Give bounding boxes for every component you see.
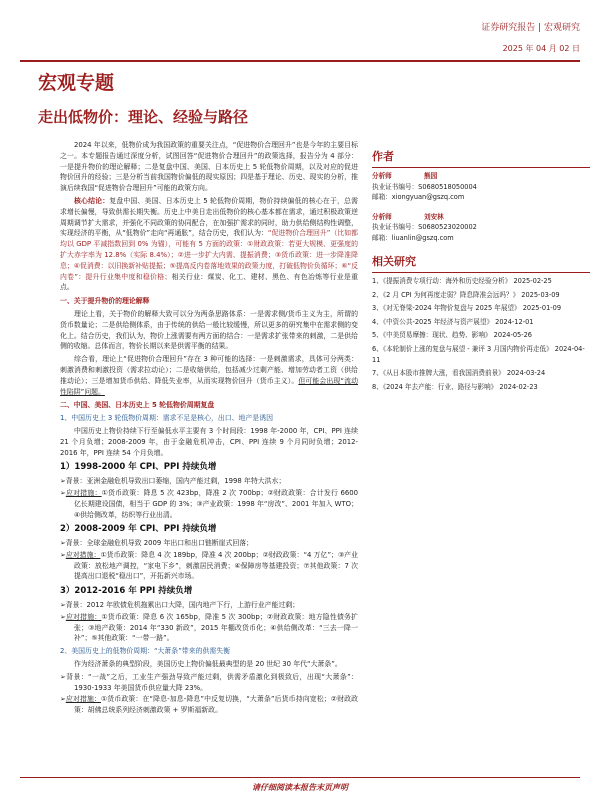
analyst-1-role: 分析师 (372, 172, 392, 180)
core-conclusion (60, 196, 358, 293)
report-title: 走出低物价：理论、经验与路径 (38, 108, 249, 126)
footer-divider (20, 777, 580, 778)
period-1-background: ➢背景：亚洲金融危机导致出口萎缩，国内产能过剩，1998 年特大洪水； (60, 477, 286, 486)
analyst-2-role: 分析师 (372, 212, 392, 221)
section-2-heading: 二、中国、美国、日本历史上 5 轮低物价周期复盘 (60, 401, 215, 410)
us-measures-text: ①货币政策：在“降息-加息-降息”中反复切换，“大萧条”后货币持向宽松；②财政政策：胡佛总统系列经济刺激政策 + 罗斯福新政。 (74, 695, 359, 715)
period-3-background: ➢背景：2012 年欧债危机拖累出口大降，国内地产下行，上游行业产能过剩； (60, 601, 300, 610)
analyst-1-email-label: 邮箱： (372, 193, 392, 201)
period-2-background-text: 背景：全球金融危机导致 2009 年出口和出口链断崖式回落； (65, 539, 254, 548)
analyst-1-email-line (372, 192, 590, 203)
period-1-background-text: 背景：亚洲金融危机导致出口萎缩，国内产能过剩，1998 年特大洪水； (65, 477, 286, 486)
us-measures-key: 应对措施： (65, 695, 101, 704)
related-research-list (372, 276, 590, 392)
us-measures: ➢应对措施：①货币政策：在“降息-加息-降息”中反复切换，“大萧条”后货币持向宽松；②财政政策：胡佛总统系列经济刺激政策 + 罗斯福新政。 (60, 695, 359, 715)
analyst-1-license-line (372, 182, 590, 193)
related-item-2[interactable]: 2、《2 月 CPI 为何再度走弱？降息降准会远吗？》 2025-03-09 (372, 290, 560, 299)
intro-paragraph: 2024 年以来，低物价成为我国政策的重要关注点，“促进物价合理回升”也是今年的主要目标之一。本专题报告通过深度分析，试图回答“促进物价合理回升”的政策选择，报告分为 4 部分：一是提升物价的理论解释；二是复盘中国、美国、日本历史上 5 轮低物价周期，以及对应的促进物价回升的经验；三是分析当前我国物价偏低的现实原因；四是基于理论、历史、现实的分析，推演后续我国“促进物价合理回升”可能的政策方向。 (60, 141, 358, 193)
period-3-measures-text: ①货币政策：降息 6 次 165bp，降准 5 次 300bp；②财政政策：地方隐性债务扩张；③地产政策：2014 年“330 新政”，2015 年棚改货币化；④供给侧改革：“三去一降一补”；⑤其他政策：“一带一路”。 (74, 612, 359, 643)
core-conclusion-text-b: 相关行业：煤炭、化工、建材、黑色、有色冶炼等行业是重点。 (60, 272, 359, 292)
us-background: ➢背景：“一战”之后，工业生产强劲导致产能过剩，供需矛盾激化到极致后，出现“大萧条”：1930-1933 年美国货币供应量大降 23%。 (60, 672, 358, 692)
period-2-measures: ➢应对措施：①货币政策：降息 4 次 189bp，降准 4 次 200bp；②财政政策：“4 万亿”；③产业政策：放松地产调控，“家电下乡”，刺激居民消费；④保障房等基建投资；⑦其他政策：7 次提高出口退税“稳出口”，开拓新兴市场。 (60, 550, 358, 581)
analyst-1-license: S0680518050004 (418, 182, 477, 191)
core-conclusion-lead: 核心结论： (74, 196, 110, 205)
footer-disclaimer: 请仔细阅读本报告末页声明 (252, 783, 348, 792)
section-1-paragraph-2 (60, 354, 358, 397)
analyst-1 (372, 171, 590, 203)
related-item-1[interactable]: 1、《提振消费专项行动：海外和历史经验分析》 2025-02-25 (372, 277, 552, 285)
related-item-6[interactable]: 6、《本轮制价上涨的复盘与展望 - 兼评 3 月国内物价再走低》 2024-04-11 (372, 344, 585, 364)
analyst-2-name-line (372, 212, 590, 223)
section-2-2-subheading: 2、美国历史上的低物价周期：“大萧条”带来的供需失衡 (60, 647, 231, 656)
period-1-measures: ➢应对措施：①货币政策：降息 5 次 423bp，降准 2 次 700bp；②财政政策：合计发行 6600 亿长期建设国债，相当于 GDP 的 3%；③产业政策：1998 年“房改”、2001 年加入 WTO；④供给侧改革，纺织等行业出清。 (60, 488, 358, 519)
section-2-2-paragraph: 作为经济萧条的典型阶段，美国历史上物价偏低最典型的是 20 世纪 30 年代“大萧条”。 (74, 660, 342, 669)
period-2-background: ➢背景：全球金融危机导致 2009 年出口和出口链断崖式回落； (60, 539, 254, 548)
related-item-8[interactable]: 8、《2024 年去产能：行业、路径与影响》 2024-02-23 (372, 382, 538, 391)
report-date: 2025 年 04 月 02 日 (502, 44, 580, 53)
related-research-heading: 相关研究 (372, 253, 590, 273)
analyst-2-email[interactable]: liuanlin@gszq.com (391, 233, 454, 242)
header-divider (20, 60, 580, 62)
analyst-2-license-label: 执业证书编号： (372, 223, 419, 231)
analyst-1-email[interactable]: xiongyuan@gszq.com (391, 193, 465, 201)
analyst-1-name: 熊园 (424, 172, 438, 180)
period-3-measures-key: 应对措施： (65, 612, 102, 621)
period-1-title: 1）1998-2000 年 CPI、PPI 持续负增 (60, 462, 217, 473)
authors-heading: 作者 (372, 148, 590, 168)
sidebar (372, 148, 590, 395)
analyst-2-license-line (372, 222, 590, 233)
analyst-1-name-line (372, 171, 590, 182)
section-2-1-paragraph: 中国历史上物价持续下行至偏低水平主要有 3 个时间段：1998 年-2000 年，CPI、PPI 连续 21 个月负增；2008-2009 年，由于金融危机冲击，CPI、PPI 连续 9 个月同时负增；2012-2016 年，PPI 连续 54 个月负增。 (60, 426, 358, 457)
period-3-background-text: 背景：2012 年欧债危机拖累出口大降，国内地产下行，上游行业产能过剩； (65, 601, 300, 610)
section-1-paragraph-1: 理论上看，关于物价的解释大致可以分为两条思路体系：一是需求侧/货币主义为主，所谓的货币数量论；二是供给侧体系，由于传统的供给一般比较缓慢，所以更多的研究集中在需求侧的变化上。结合历史，我们认为，物价上涨需要有两方面的结合：一是需求扩张带来的刺激，二是供给侧的收缩。总体而言，物价长期以来是供需平衡的结果。 (60, 309, 358, 351)
analyst-2-email-label: 邮箱： (372, 233, 392, 242)
period-1-measures-text: ①货币政策：降息 5 次 423bp，降准 2 次 700bp；②财政政策：合计发行 6600 亿长期建设国债，相当于 GDP 的 3%；③产业政策：1998 年“房改”、2001 年加入 WTO；④供给侧改革，纺织等行业出清。 (74, 488, 358, 519)
main-column (60, 140, 358, 717)
section-1-paragraph-2-text: 综合看，理论上“促进物价合理回升”存在 3 种可能的选择：一是刺激需求，具体可分两类：刺激消费和刺激投资（需求拉动论）；二是收缩供给，包括减少过剩产能、增加劳动者工资（供给推动论）；三是增加货币供给、降低失业率，从而实现物价回升（货币主义）。 (60, 355, 358, 385)
report-header (481, 20, 580, 54)
section-2-1-subheading: 1、中国历史上 3 轮低物价周期：需求不足是核心，出口、地产是诱因 (60, 414, 273, 423)
analyst-1-license-label: 执业证书编号： (372, 182, 419, 191)
related-item-4[interactable]: 4、《中资公共-2025 年经济与资产展望》 2024-12-01 (372, 317, 534, 326)
period-2-title: 2）2008-2009 年 CPI、PPI 持续负增 (60, 524, 217, 535)
period-2-measures-key: 应对措施： (65, 550, 101, 559)
period-3-measures: ➢应对措施：①货币政策：降息 6 次 165bp，降准 5 次 300bp；②财政政策：地方隐性债务扩张；③地产政策：2014 年“330 新政”，2015 年棚改货币化；④供给侧改革：“三去一降一补”；⑤其他政策：“一带一路”。 (60, 612, 359, 643)
column-name: 宏观专题 (38, 72, 115, 94)
us-background-text: 背景：“一战”之后，工业生产强劲导致产能过剩，供需矛盾激化到极致后，出现“大萧条”：1930-1933 年美国货币供应量大降 23%。 (65, 672, 358, 692)
analyst-2-email-line (372, 233, 590, 244)
analyst-spacer (372, 203, 590, 209)
related-item-3[interactable]: 3、《对无脊梁-2024 年物价复盘与 2025 年展望》 2025-01-09 (372, 304, 562, 313)
analyst-2-license: S0680523020002 (418, 223, 477, 231)
section-1-heading: 一、关于提升物价的理论解释 (60, 297, 150, 306)
related-item-5[interactable]: 5、《中美贸易摩擦：现状、趋势、影响》 2024-05-26 (372, 331, 532, 340)
analyst-2 (372, 212, 590, 244)
period-3-title: 3）2012-2016 年 PPI 持续负增 (60, 586, 193, 597)
section-1-paragraph-2-underline: 但可能会出现“流动性陷阱”问题。 (60, 376, 358, 396)
report-type: 证券研究报告 | 宏观研究 (481, 23, 580, 33)
period-2-measures-text: ①货币政策：降息 4 次 189bp，降准 4 次 200bp；②财政政策：“4 万亿”；③产业政策：放松地产调控，“家电下乡”，刺激居民消费；④保障房等基建投资；⑦其他政策：7 次提高出口退税“稳出口”，开拓新兴市场。 (74, 550, 358, 581)
analyst-2-name: 刘安林 (424, 212, 444, 221)
core-conclusion-highlight: “促进物价合理回升”（比如都均以 GDP 平减指数回到 0% 为锚），可能有 5 方面的政策：①财政政策：若更大规模、更强度的扩大赤字率为 12.8%（实际 8.4%）；②进一步扩大内需、提振消费；③货币政策：进一步降准降息；④促消费：以旧换新补贴提振；⑤提高反内卷落地效果的政策力度，打破低物价负循环；⑥“反内卷”：提升行业集中度和稳价格； (60, 229, 359, 281)
period-1-measures-key: 应对措施： (65, 488, 102, 497)
core-conclusion-text-a: 复盘中国、美国、日本历史上 5 轮低物价周期，物价持续偏低的核心在于，总需求增长偏慢，导致供需长期失衡。历史上中美日走出低物价的核心基本都在需求，通过积极政策逆周期调节扩大需求，并强化不同政策的协同配合，在加强扩需求的同时，助力供给侧结构性调整，实现经济的平衡，从“低物价”走向“再通胀”，结合历史，我们认为： (60, 196, 358, 238)
related-item-7[interactable]: 7、《从日本股市推牌大涨，看我国消费前景》 2024-03-24 (372, 369, 546, 378)
